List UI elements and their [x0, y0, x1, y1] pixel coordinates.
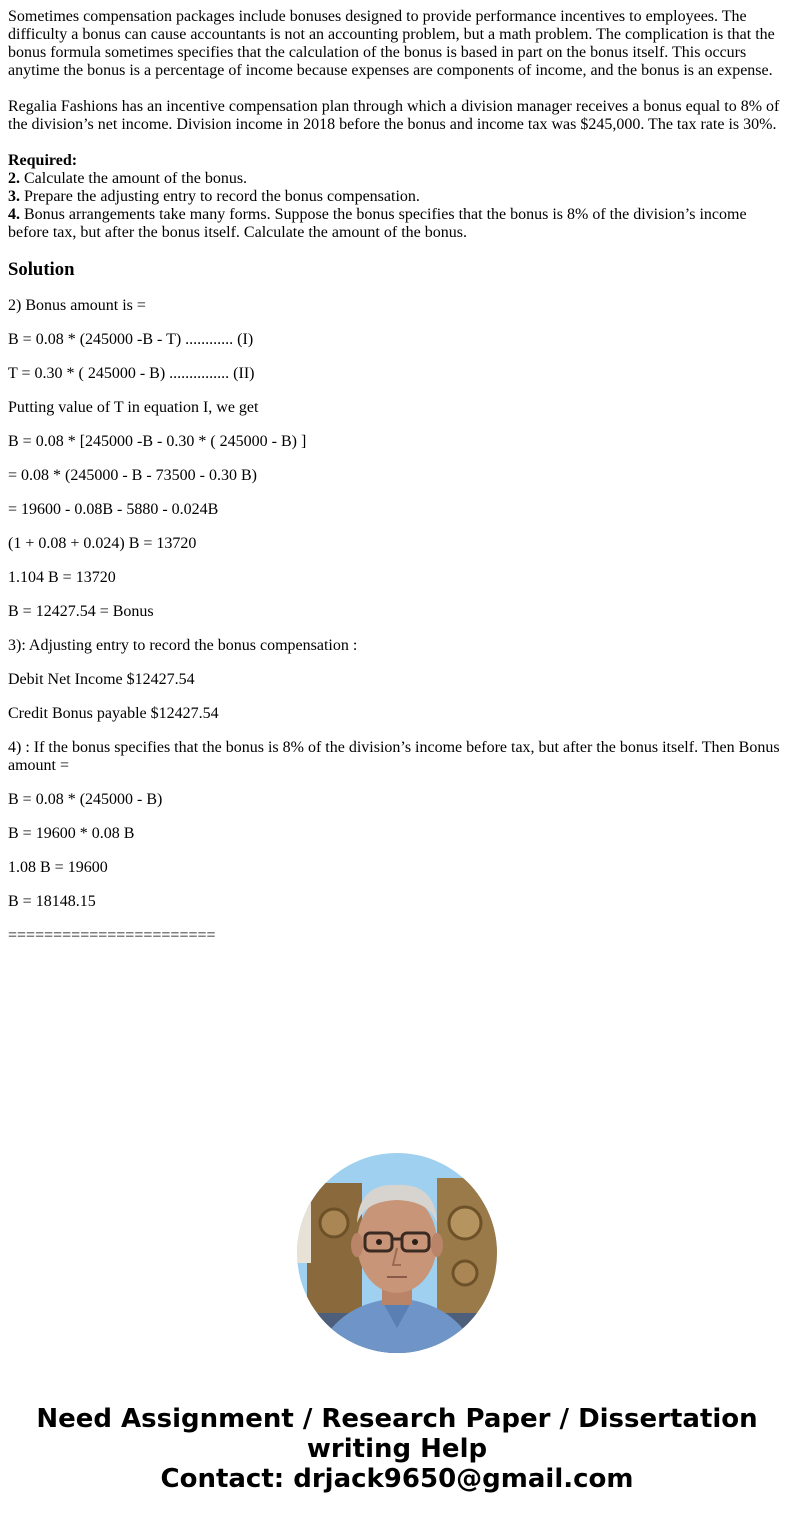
- required-section: [8, 152, 786, 242]
- solution-line: = 0.08 * (245000 - B - 73500 - 0.30 B): [8, 467, 258, 484]
- solution-line: =======================: [8, 927, 216, 944]
- solution-line: 1.08 B = 19600: [8, 859, 108, 876]
- contact-footer: [0, 1404, 794, 1494]
- solution-line: 4) : If the bonus specifies that the bonus is 8% of the division’s income before tax, but after the bonus itself. Then Bonus amount =: [8, 739, 780, 774]
- footer-line: Need Assignment / Research Paper / Dissertation: [36, 1404, 758, 1434]
- solution-line: B = 12427.54 = Bonus: [8, 603, 154, 620]
- solution-line: (1 + 0.08 + 0.024) B = 13720: [8, 535, 197, 552]
- solution-line: 3): Adjusting entry to record the bonus compensation :: [8, 637, 358, 654]
- intro-paragraph: Sometimes compensation packages include bonuses designed to provide performance incentives to employees. The difficulty a bonus can cause accountants is not an accounting problem, but a math problem. The complication is that the bonus formula sometimes specifies that the calculation of the bonus is based in part on the bonus itself. This occurs anytime the bonus is a percentage of income because expenses are components of income, and the bonus is an expense.: [8, 8, 775, 79]
- solution-line: Putting value of T in equation I, we get: [8, 399, 259, 416]
- solution-line: T = 0.30 * ( 245000 - B) ............... (II): [8, 365, 255, 382]
- required-item-text: Calculate the amount of the bonus.: [20, 170, 248, 187]
- required-item-number: 2.: [8, 170, 20, 187]
- required-item: [8, 170, 786, 188]
- required-item-text: Prepare the adjusting entry to record the bonus compensation.: [20, 188, 420, 205]
- solution-body: [8, 297, 786, 945]
- person-photo-icon: [297, 1153, 497, 1353]
- solution-line: Debit Net Income $12427.54: [8, 671, 195, 688]
- required-item: [8, 188, 786, 206]
- solution-heading: Solution: [8, 259, 75, 280]
- solution-line: = 19600 - 0.08B - 5880 - 0.024B: [8, 501, 219, 518]
- required-item-number: 3.: [8, 188, 20, 205]
- solution-line: 1.104 B = 13720: [8, 569, 116, 586]
- solution-line: B = 18148.15: [8, 893, 96, 910]
- document-body: [8, 8, 786, 961]
- required-item-number: 4.: [8, 206, 20, 223]
- required-label: Required:: [8, 152, 78, 169]
- solution-line: B = 0.08 * (245000 - B): [8, 791, 163, 808]
- solution-line: B = 0.08 * [245000 -B - 0.30 * ( 245000 - B) ]: [8, 433, 307, 450]
- solution-line: Credit Bonus payable $12427.54: [8, 705, 219, 722]
- solution-line: B = 0.08 * (245000 -B - T) ............ (I): [8, 331, 254, 348]
- required-item: [8, 206, 786, 242]
- required-item-text: Bonus arrangements take many forms. Suppose the bonus specifies that the bonus is 8% of the division’s income before tax, but after the bonus itself. Calculate the amount of the bonus.: [8, 206, 747, 241]
- solution-line: B = 19600 * 0.08 B: [8, 825, 135, 842]
- footer-contact-email: Contact: drjack9650@gmail.com: [160, 1464, 634, 1494]
- solution-line: 2) Bonus amount is =: [8, 297, 146, 314]
- author-avatar: [297, 1153, 497, 1353]
- scenario-paragraph: Regalia Fashions has an incentive compensation plan through which a division manager receives a bonus equal to 8% of the division’s net income. Division income in 2018 before the bonus and income tax was $245,000. The tax rate is 30%.: [8, 98, 780, 133]
- footer-line: writing Help: [306, 1434, 488, 1464]
